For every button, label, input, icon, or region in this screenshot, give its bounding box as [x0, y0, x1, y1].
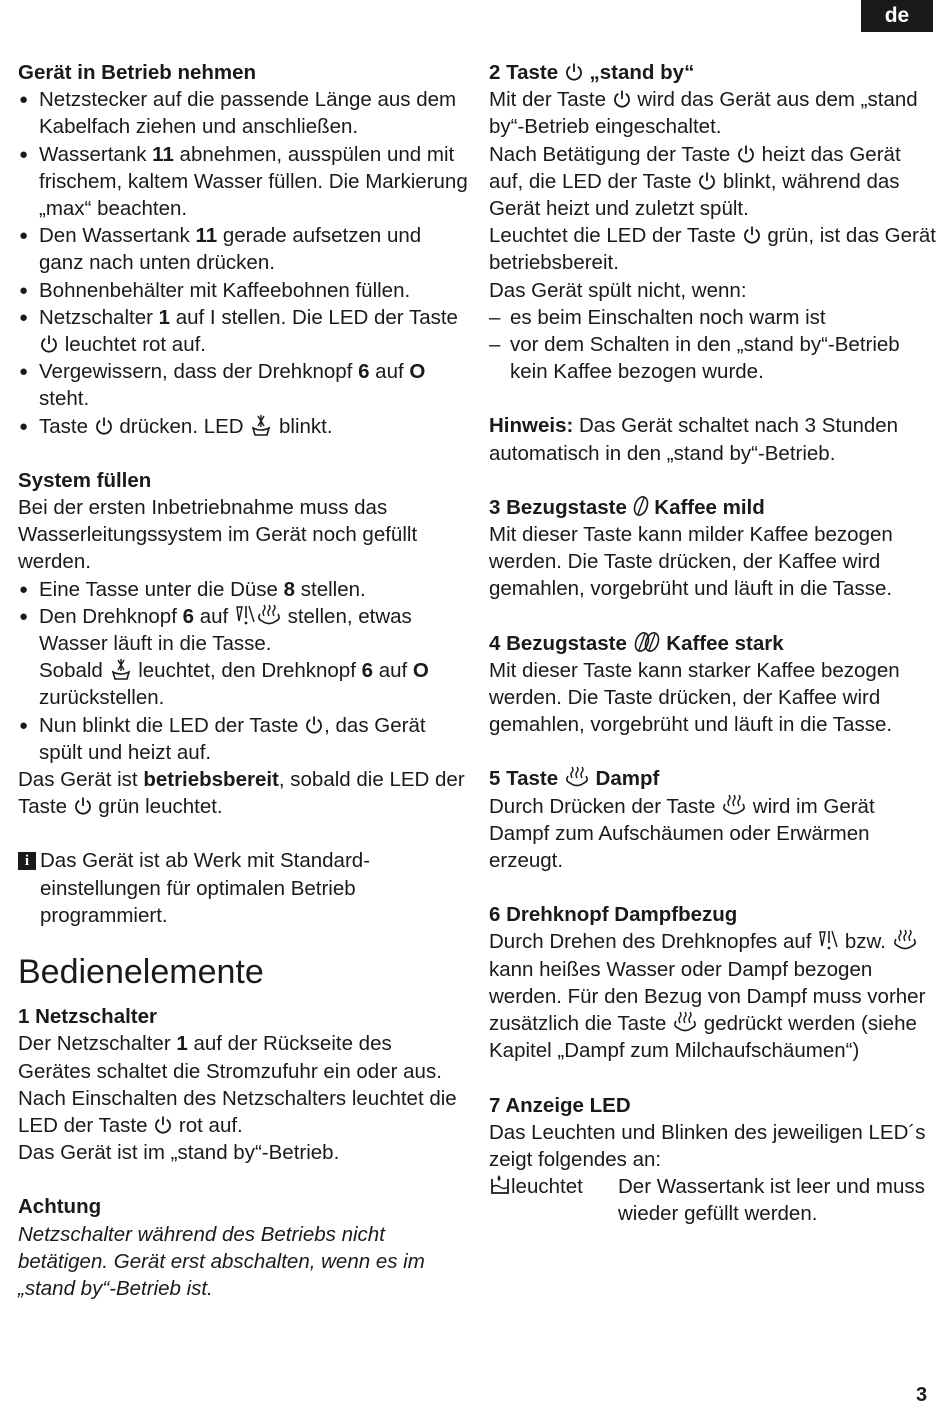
text: Nun blinkt die LED der Taste: [39, 713, 305, 737]
steam-icon: [256, 604, 282, 626]
paragraph: Das Leuchten und Blinken des jeweiligen LED´s zeigt folgendes an:: [489, 1120, 926, 1171]
ref-number: 6: [182, 604, 194, 628]
paragraph: Mit dieser Taste kann starker Kaffee bezogen werden. Die Taste drücken, der Kaffee wird gemahlen, vorgebrüht und läuft in die Tasse.: [489, 658, 900, 737]
text: blinkt.: [273, 414, 333, 438]
text: Bohnenbehälter mit Kaffeebohnen füllen.: [39, 278, 411, 302]
text: blinkt, während das Gerät heizt und zuletzt spült.: [489, 169, 900, 221]
text: Den Wassertank: [39, 224, 196, 248]
text: 4 Bezugstaste: [489, 631, 633, 655]
list-item: [18, 141, 468, 223]
text: auf: [373, 659, 413, 683]
hot-water-icon: [234, 604, 256, 626]
emphasis: betriebsbereit: [143, 768, 279, 792]
text: gedrückt werden (siehe Kapitel „Dampf zum Milchaufschäumen“): [489, 1012, 917, 1063]
coffee-beans-icon: [633, 631, 661, 653]
text: Vergewissern, dass der Drehknopf: [39, 360, 359, 384]
text: auf: [194, 604, 234, 628]
steam-icon: [721, 794, 747, 816]
text: Netzstecker auf die passende Länge aus dem Kabelfach ziehen und anschließen.: [39, 88, 457, 139]
text: Mit der Taste: [489, 88, 612, 112]
power-icon: [73, 796, 93, 816]
list-item: [18, 603, 468, 712]
text: 5 Taste: [489, 767, 564, 791]
text: leuchtet, den Drehknopf: [132, 659, 362, 683]
section-title-system: System füllen: [18, 468, 152, 492]
section-title-dampf: [489, 765, 939, 792]
paragraph: [489, 793, 939, 875]
text: Kaffee stark: [660, 631, 784, 655]
text: stellen, etwas Wasser läuft in die Tasse.: [39, 604, 412, 656]
text: Durch Drehen des Drehknopfes auf: [489, 930, 818, 954]
hint-label: Hinweis:: [489, 414, 574, 438]
paragraph: Das Gerät spült nicht, wenn:: [489, 278, 747, 302]
section-title-netzschalter: 1 Netzschalter: [18, 1005, 158, 1029]
text: auf: [369, 360, 410, 384]
text: Leuchtet die LED der Taste: [489, 224, 742, 248]
text: grün leuchtet.: [92, 795, 223, 819]
text: auf I stellen. Die LED der Taste: [170, 305, 458, 329]
info-icon: i: [18, 852, 36, 870]
text: Durch Drücken der Taste: [489, 794, 722, 818]
paragraph: [18, 1085, 468, 1139]
hot-water-icon: [817, 929, 839, 951]
led-label: leuchtet: [511, 1175, 583, 1199]
section-title-achtung: Achtung: [18, 1195, 102, 1219]
list-item: [18, 277, 468, 304]
section-title-standby: [489, 59, 939, 86]
text: bzw.: [839, 930, 892, 954]
list-item: – es beim Einschalten noch warm ist: [489, 304, 939, 331]
text: Den Drehknopf: [39, 604, 183, 628]
info-note: [18, 847, 468, 929]
power-icon: [304, 715, 324, 735]
text: Kaffee mild: [648, 495, 765, 519]
text: rot auf.: [173, 1113, 243, 1137]
list-item: – vor dem Schalten in den „stand by“-Betrieb kein Kaffee bezogen wurde.: [489, 331, 939, 385]
list-item: [18, 358, 468, 412]
paragraph: [18, 1030, 468, 1084]
hint: [489, 412, 939, 466]
section-title-mild: [489, 494, 939, 521]
info-text: Das Gerät ist ab Werk mit Standardeinstellungen für optimalen Betrieb programmiert.: [40, 849, 371, 927]
text: 2 Taste: [489, 61, 564, 84]
text: heizt das Gerät auf, die LED der Taste: [489, 142, 901, 193]
paragraph: [18, 766, 468, 820]
list-item: [18, 576, 468, 603]
text: Taste: [39, 414, 94, 438]
list-item: [18, 86, 468, 140]
ref-number: 6: [358, 360, 370, 384]
text: grün, ist das Gerät betriebsbereit.: [489, 224, 936, 275]
paragraph: Das Gerät ist im „stand by“-Betrieb.: [18, 1141, 340, 1165]
language-tab: de: [861, 0, 933, 32]
ref-number: 11: [195, 224, 218, 248]
power-icon: [697, 171, 717, 191]
text: 3 Bezugstaste: [489, 495, 633, 519]
paragraph: Bei der ersten Inbetriebnahme muss das Wasserleitungssystem im Gerät noch gefüllt werden.: [18, 496, 418, 574]
text: Nach Einschalten des Netzschalters leuchtet die LED der Taste: [18, 1086, 457, 1137]
list-item: [18, 304, 468, 358]
text: steht.: [39, 387, 90, 411]
power-icon: [153, 1115, 173, 1135]
ref-number: 6: [361, 659, 374, 683]
power-icon: [612, 89, 632, 109]
text: drücken. LED: [113, 414, 250, 438]
paragraph: [489, 928, 939, 1064]
text: Eine Tasse unter die Düse: [39, 577, 284, 601]
section-title-anzeige: 7 Anzeige LED: [489, 1093, 631, 1117]
list-item: [18, 413, 468, 440]
text: kann heißes Wasser oder Dampf bezogen werden. Für den Bezug von Dampf muss vorher zusätzlich die Taste: [489, 957, 926, 1036]
text: stellen.: [295, 577, 366, 601]
power-icon: [736, 144, 756, 164]
power-icon: [39, 334, 59, 354]
right-column: [489, 59, 939, 1228]
rinse-icon: [109, 658, 133, 680]
list-item: [18, 222, 468, 276]
paragraph: [489, 141, 939, 223]
left-column: [18, 59, 468, 1302]
text: Wassertank: [39, 142, 153, 166]
paragraph: [489, 86, 939, 140]
text: wird im Gerät Dampf zum Aufschäumen oder Erwärmen erzeugt.: [489, 794, 875, 873]
rinse-icon: [249, 414, 273, 436]
position-o: O: [412, 659, 429, 683]
ref-number: 8: [283, 577, 296, 601]
section-title-betrieb: Gerät in Betrieb nehmen: [18, 61, 257, 84]
text: Das Gerät schaltet nach 3 Stunden automatisch in den „stand by“-Betrieb.: [489, 414, 899, 465]
text: Dampf: [589, 767, 660, 791]
water-tank-icon: [489, 1174, 511, 1196]
list-item: [18, 712, 468, 766]
text: Nach Betätigung der Taste: [489, 142, 736, 166]
steam-icon: [672, 1011, 698, 1033]
text: zurückstellen.: [39, 686, 165, 710]
page-number: 3: [916, 1384, 928, 1406]
paragraph: Mit dieser Taste kann milder Kaffee bezogen werden. Die Taste drücken, der Kaffee wird gemahlen, vorgebrüht und läuft in die Tasse.: [489, 523, 893, 601]
text: auf der Rückseite des Gerätes schaltet die Stromzufuhr ein oder aus.: [18, 1032, 442, 1083]
section-title-stark: [489, 630, 939, 657]
text: Netzschalter: [39, 305, 159, 329]
text: leuchtet rot auf.: [59, 333, 207, 357]
steam-icon: [564, 766, 590, 788]
steam-icon: [892, 929, 918, 951]
position-o: O: [409, 360, 426, 384]
text: , sobald die LED der Taste: [18, 768, 465, 819]
text: „stand by“: [583, 61, 695, 84]
led-row: [489, 1173, 939, 1227]
text: Der Netzschalter: [18, 1032, 177, 1056]
warning-text: Netzschalter während des Betriebs nicht betätigen. Gerät erst abschalten, wenn es im „stand by“-Betrieb ist.: [18, 1222, 425, 1300]
power-icon: [94, 416, 114, 436]
text: Sobald: [39, 659, 109, 683]
ref-number: 1: [176, 1032, 188, 1056]
text: Das Gerät ist: [18, 768, 144, 792]
text: , das Gerät spült und heizt auf.: [39, 713, 426, 764]
section-title-drehknopf: 6 Drehknopf Dampfbezug: [489, 903, 738, 927]
power-icon: [564, 62, 584, 82]
text: gerade aufsetzen und ganz nach unten drücken.: [39, 224, 422, 275]
ref-number: 11: [152, 142, 174, 166]
text: wird das Gerät aus dem „stand by“-Betrieb eingeschaltet.: [489, 88, 918, 139]
ref-number: 1: [158, 305, 171, 329]
paragraph: [489, 222, 939, 276]
page-title: Bedienelemente: [18, 953, 264, 992]
coffee-bean-icon: [633, 495, 649, 517]
led-state: [489, 1173, 618, 1227]
power-icon: [742, 225, 762, 245]
text: abnehmen, ausspülen und mit frischem, kaltem Wasser füllen. Die Markierung „max“ beachten.: [39, 142, 468, 221]
led-description: Der Wassertank ist leer und muss wieder gefüllt werden.: [618, 1175, 925, 1226]
